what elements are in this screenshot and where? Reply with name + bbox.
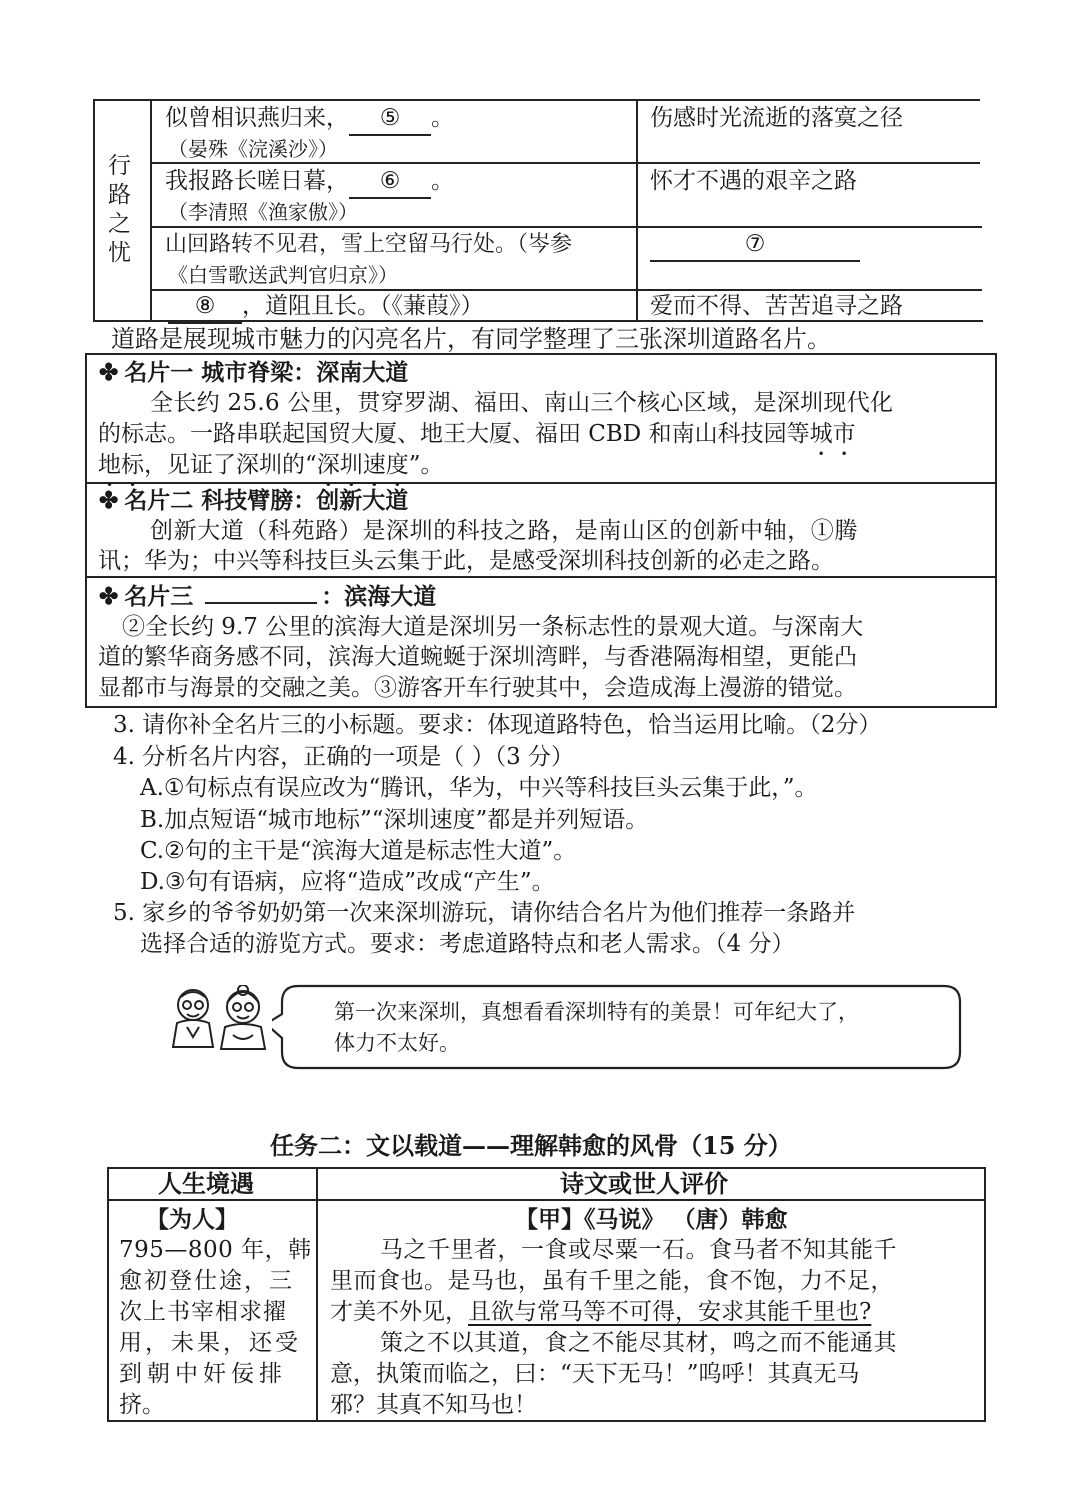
blank-5[interactable]: ⑤ — [349, 103, 431, 136]
card-3 — [85, 576, 997, 708]
grandparents-illustration — [165, 985, 275, 1055]
card3-title-pre: 名片三 — [124, 583, 194, 610]
intro-text: 道路是展现城市魅力的闪亮名片，有同学整理了三张深圳道路名片。 — [111, 325, 831, 353]
row3-source: 《白雪歌送武判官归京》） — [168, 263, 398, 287]
card2-line2: 讯；华为；中兴等科技巨头云集于此，是感受深圳科技创新的必走之路。 — [98, 548, 834, 574]
row1-line-post: 。 — [431, 105, 454, 131]
right-line4: 策之不以其道，食之不能尽其材，鸣之而不能通其 — [380, 1330, 897, 1356]
card3-title-post: ：滨海大道 — [321, 583, 437, 610]
row1-line — [165, 103, 454, 136]
flower-icon: ✤ — [99, 583, 119, 610]
right-line5: 意，执策而临之，曰：“天下无马！”呜呼！其真无马 — [330, 1361, 860, 1387]
left-line3: 次上书宰相求擢 — [119, 1299, 287, 1325]
row3-line: 山回路转不见君，雪上空留马行处。（岑参 — [165, 232, 573, 257]
right-line3-pre: 才美不外见， — [330, 1299, 468, 1325]
row2-source: （李清照《渔家傲》） — [168, 200, 358, 224]
col1-header: 人生境遇 — [158, 1169, 254, 1198]
card3-line3: 显都市与海景的交融之美。③游客开车行驶其中，会造成海上漫游的错觉。 — [98, 675, 857, 701]
dotted-phrase-city: 城市 — [809, 421, 856, 447]
card2-title — [99, 485, 408, 516]
side-char-3: 之 — [108, 211, 131, 237]
row2-theme: 怀才不遇的艰辛之路 — [650, 168, 857, 194]
left-line5: 到朝中奸佞排 — [119, 1361, 287, 1387]
task2-title: 任务二：文以载道——理解韩愈的风骨（15 分） — [270, 1131, 792, 1160]
side-label — [108, 152, 134, 268]
card1-title — [99, 357, 408, 388]
speech-line1: 第一次来深圳，真想看看深圳特有的美景！可年纪大了， — [334, 1000, 859, 1024]
dotted-phrase-speed: 深圳速度 — [316, 452, 409, 478]
side-char-4: 忧 — [108, 240, 131, 266]
card3-title-blank[interactable] — [205, 580, 317, 604]
row4-theme: 爱而不得、苦苦追寻之路 — [650, 293, 903, 319]
q4-option-d: D.③句有语病，应将“造成”改成“产生”。 — [140, 869, 555, 895]
card1-line3-mid: ，见证了深圳的“ — [144, 452, 317, 478]
row4-line-post: ，道阻且长。（《蒹葭》） — [242, 293, 484, 319]
row1-theme: 伤感时光流逝的落寞之径 — [650, 105, 903, 131]
flower-icon: ✤ — [99, 487, 119, 514]
right-line3 — [330, 1297, 871, 1328]
card1-title-text: 名片一 城市脊梁：深南大道 — [124, 359, 409, 386]
right-line2: 里而食也。是马也，虽有千里之能，食不饱，力不足， — [330, 1268, 894, 1294]
right-line6: 邪？其真不知马也！ — [330, 1392, 537, 1418]
card1-line1: 全长约 25.6 公里，贯穿罗湖、福田、南山三个核心区域，是深圳现代化 — [150, 390, 894, 416]
q4-option-b: B.加点短语“城市地标”“深圳速度”都是并列短语。 — [140, 807, 649, 833]
side-char-1: 行 — [108, 153, 131, 179]
card1-line3-post: ”。 — [408, 452, 444, 478]
flower-icon: ✤ — [99, 359, 119, 386]
card3-line1: ②全长约 9.7 公里的滨海大道是深圳另一条标志性的景观大道。与深南大 — [122, 614, 864, 640]
dotted-phrase-landmark: 地标 — [98, 452, 144, 478]
row3-theme — [650, 229, 860, 262]
q4-option-a: A.①句标点有误应改为“腾讯，华为，中兴等科技巨头云集于此，”。 — [140, 775, 818, 801]
speech-line2: 体力不太好。 — [334, 1031, 460, 1055]
card2-line1: 创新大道（科苑路）是深圳的科技之路，是南山区的创新中轴，①腾 — [150, 518, 858, 544]
question-4: 4. 分析名片内容，正确的一项是（ ）（3 分） — [113, 744, 575, 770]
blank-8[interactable]: ⑧ — [168, 291, 242, 324]
side-char-2: 路 — [108, 182, 131, 208]
row2-line-post: 。 — [431, 168, 454, 194]
card3-line2: 道的繁华商务感不同，滨海大道蜿蜒于深圳湾畔，与香港隔海相望，更能凸 — [98, 644, 857, 670]
card1-line2-pre: 的标志。一路串联起国贸大厦、地王大厦、福田 CBD 和南山科技园等 — [98, 421, 810, 447]
left-line4: 用，未果，还受 — [119, 1330, 301, 1356]
left-line1: 795—800 年，韩 — [119, 1237, 312, 1263]
underlined-sentence: 且欲与常马等不可得，安求其能千里也? — [468, 1299, 872, 1325]
row2-line — [165, 166, 454, 199]
card-2 — [85, 482, 997, 578]
left-line2: 愈初登仕途，三 — [119, 1268, 294, 1294]
card3-title — [99, 580, 436, 612]
blank-6[interactable]: ⑥ — [349, 166, 431, 199]
q4-option-c: C.②句的主干是“滨海大道是标志性大道”。 — [140, 838, 577, 864]
row1-source: （晏殊《浣溪沙》） — [168, 137, 338, 161]
card2-title-text: 名片二 科技臂膀：创新大道 — [124, 487, 409, 514]
left-line6: 挤。 — [119, 1392, 165, 1418]
question-3: 3. 请你补全名片三的小标题。要求：体现道路特色，恰当运用比喻。（2分） — [113, 712, 882, 738]
row1-line-pre: 似曾相识燕归来， — [165, 105, 349, 131]
blank-7[interactable]: ⑦ — [650, 229, 860, 262]
right-line1: 马之千里者，一食或尽粟一石。食马者不知其能千 — [380, 1237, 897, 1263]
row2-line-pre: 我报路长嗟日暮， — [165, 168, 349, 194]
card-1 — [85, 353, 997, 484]
left-title: 【为人】 — [146, 1206, 238, 1233]
question-5-line1: 5. 家乡的爷爷奶奶第一次来深圳游玩，请你结合名片为他们推荐一条路并 — [113, 900, 856, 926]
row4-line — [168, 291, 484, 324]
question-5-line2: 选择合适的游览方式。要求：考虑道路特点和老人需求。（4 分） — [140, 931, 795, 957]
right-title: 【甲】《马说》 （唐）韩愈 — [515, 1206, 788, 1233]
col2-header: 诗文或世人评价 — [560, 1169, 728, 1198]
